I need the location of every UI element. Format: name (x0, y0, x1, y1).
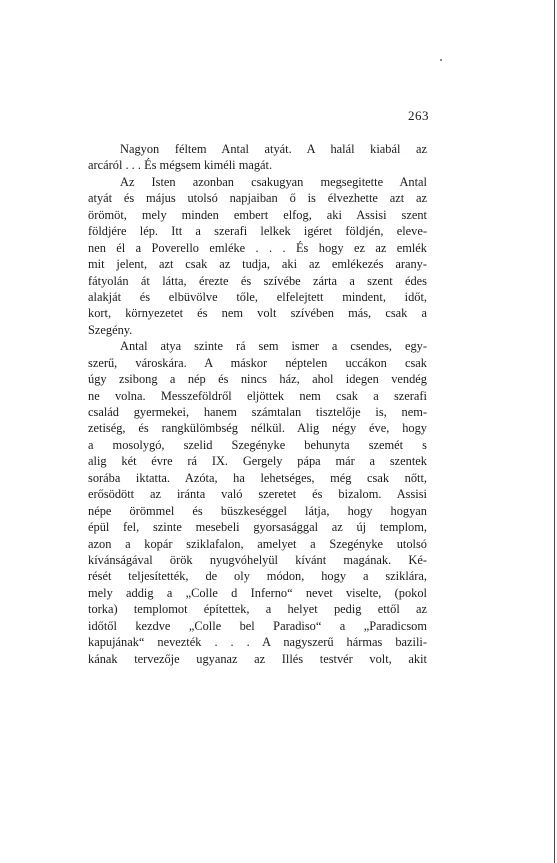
text-line: Az Isten azonban csakugyan megsegitette Antal (120, 174, 427, 189)
speck-mark (440, 59, 442, 61)
page-edge-line (554, 0, 555, 863)
text-line: erősödött az iránta való szeretet és bizalom. Assisi (88, 487, 427, 502)
text-line: kort, környezetet és nem volt szívében más, csak a (88, 306, 427, 321)
text-line: nen él a Poverello emléke . . . És hogy ez az emlék (88, 240, 427, 255)
text-line: időtől kezdve „Colle bel Paradiso“ a „Paradicsom (88, 618, 427, 633)
text-line: alig két évre rá IX. Gergely pápa már a szentek (88, 454, 427, 469)
text-line: alakját és elbüvölve tőle, elfelejtett mindent, időt, (88, 289, 427, 304)
text-line: arcáról . . . És mégsem kiméli magát. (88, 158, 273, 173)
text-line: ne volna. Messzeföldről eljöttek nem csak a szerafi (88, 388, 427, 403)
text-line: kának tervezője ugyanaz az Illés testvér volt, akit (88, 651, 427, 666)
text-line: atyát és május utolsó napjaiban ő is élvezhette azt az (88, 191, 427, 206)
text-line: kapujának“ nevezték . . . A nagyszerű hármas bazili- (88, 635, 427, 650)
text-line: torka) templomot építettek, a helyet pedig ettől az (88, 602, 427, 617)
text-line: zetiség, és rangkülömbség nélkül. Alig négy éve, hogy (88, 421, 427, 436)
text-line: szerű, városkára. A máskor néptelen uccákon csak (88, 355, 427, 370)
text-line: azon a kopár sziklafalon, amelyet a Szegényke utolsó (88, 536, 427, 551)
text-line: a mosolygó, szelid Szegényke behunyta szemét s (88, 437, 427, 452)
text-line: rését teljesítették, de oly módon, hogy a sziklára, (88, 569, 427, 584)
text-line: kívánságával örök nyugvóhelyül kívánt magának. Ké- (88, 552, 427, 567)
text-line: Nagyon féltem Antal atyát. A halál kiabál az (120, 142, 427, 156)
page-number: 263 (408, 108, 429, 123)
text-line: népe örömmel és büszkeséggel látja, hogy hogyan (88, 503, 427, 518)
text-line: földjére lép. Itt a szerafi lelkek igéret földjén, eleve- (88, 224, 427, 239)
text-line: mit jelent, azt csak az tudja, aki az emlékezés arany- (88, 257, 427, 272)
text-line: sorába iktatta. Azóta, ha lehetséges, még csak nőtt, (88, 470, 427, 485)
text-line: Szegény. (88, 322, 133, 337)
body-text (88, 141, 427, 667)
text-line: örömöt, mely minden embert elfog, aki Assisi szent (88, 207, 427, 222)
text-line: mely addig a „Colle d Inferno“ nevet viselte, (pokol (88, 585, 427, 600)
text-line: fátyolán át látta, érezte és szívébe zárta a szent édes (88, 273, 427, 288)
text-line: család gyermekei, hanem számtalan tisztelője is, nem- (88, 405, 427, 419)
text-line: Antal atya szinte rá sem ismer a csendes, egy- (120, 339, 427, 354)
text-line: úgy zsibong a nép és nincs ház, ahol idegen vendég (88, 372, 427, 387)
text-line: épül fel, szinte mesebeli gyorsasággal az új templom, (88, 520, 427, 535)
